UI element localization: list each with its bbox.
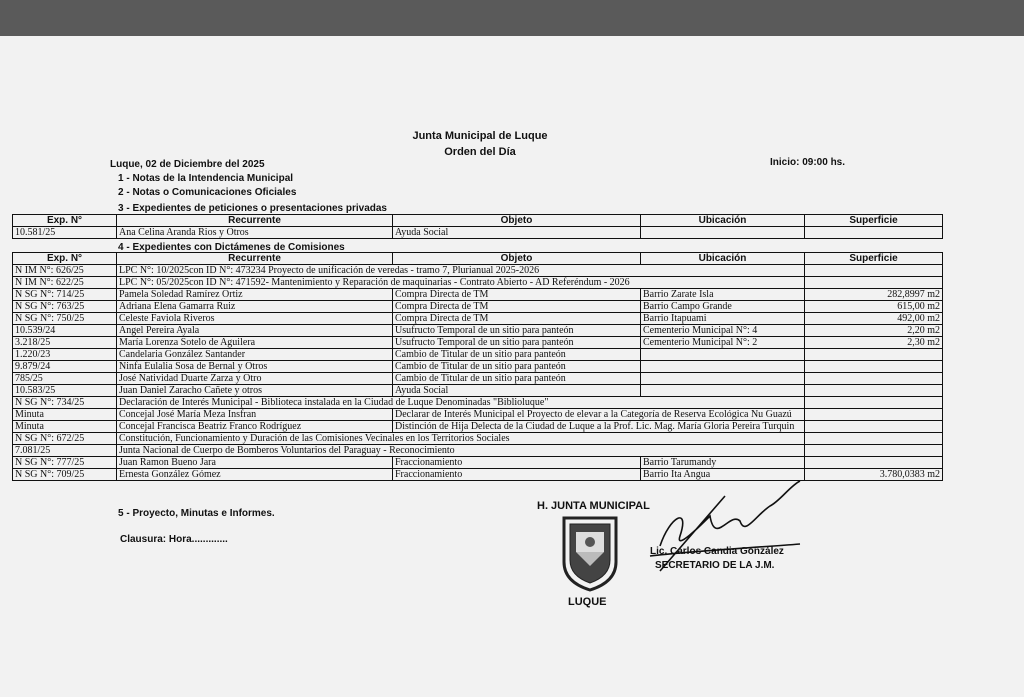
cell-recurrente: Concejal Francisca Beatriz Franco Rodríguez xyxy=(117,421,393,433)
cell-superficie: 282,8997 m2 xyxy=(805,289,943,301)
cell-exp: N SG N°: 672/25 xyxy=(13,433,117,445)
col-exp: Exp. N° xyxy=(13,253,117,265)
cell-superficie: 2,30 m2 xyxy=(805,337,943,349)
col-recurrente: Recurrente xyxy=(117,253,393,265)
cell-objeto: Usufructo Temporal de un sitio para panteón xyxy=(393,337,641,349)
cell-objeto: Fraccionamiento xyxy=(393,469,641,481)
cell-ubicacion xyxy=(641,227,805,239)
cell-superficie: 492,00 m2 xyxy=(805,313,943,325)
cell-exp: N SG N°: 709/25 xyxy=(13,469,117,481)
cell-ubicacion: Cementerio Municipal N°: 2 xyxy=(641,337,805,349)
table-row xyxy=(13,445,943,457)
cell-exp: 9.879/24 xyxy=(13,361,117,373)
table-row xyxy=(13,325,943,337)
col-ubicacion: Ubicación xyxy=(641,215,805,227)
col-objeto: Objeto xyxy=(393,215,641,227)
cell-wide-description: Junta Nacional de Cuerpo de Bomberos Voluntarios del Paraguay - Reconocimiento xyxy=(117,445,805,457)
col-exp: Exp. N° xyxy=(13,215,117,227)
cell-superficie: 615,00 m2 xyxy=(805,301,943,313)
col-recurrente: Recurrente xyxy=(117,215,393,227)
col-ubicacion: Ubicación xyxy=(641,253,805,265)
municipal-seal-icon xyxy=(560,514,620,592)
cell-superficie: 2,20 m2 xyxy=(805,325,943,337)
signatory-role: SECRETARIO DE LA J.M. xyxy=(655,560,775,571)
document-page xyxy=(0,36,1024,697)
cell-ubicacion xyxy=(641,385,805,397)
cell-superficie xyxy=(805,373,943,385)
cell-exp: N IM N°: 626/25 xyxy=(13,265,117,277)
cell-ubicacion xyxy=(641,349,805,361)
cell-objeto: Cambio de Titular de un sitio para panteón xyxy=(393,349,641,361)
cell-objeto: Ayuda Social xyxy=(393,385,641,397)
table-row xyxy=(13,349,943,361)
cell-wide-description: LPC N°: 05/2025con ID N°: 471592- Mantenimiento y Reparación de maquinarias - Contrato Abierto - AD Referéndum - 2026 xyxy=(117,277,805,289)
cell-exp: Minuta xyxy=(13,409,117,421)
cell-superficie xyxy=(805,227,943,239)
table-row xyxy=(13,433,943,445)
cell-recurrente: Ana Celina Aranda Rios y Otros xyxy=(117,227,393,239)
cell-objeto: Compra Directa de TM xyxy=(393,289,641,301)
cell-objeto: Declarar de Interés Municipal el Proyecto de elevar a la Categoría de Reserva Ecológica Nu Guazú xyxy=(393,409,805,421)
cell-superficie: 3.780,0383 m2 xyxy=(805,469,943,481)
section-3-heading: 3 - Expedientes de peticiones o presentaciones privadas xyxy=(118,203,387,214)
cell-superficie xyxy=(805,277,943,289)
cell-objeto: Ayuda Social xyxy=(393,227,641,239)
cell-exp: N SG N°: 734/25 xyxy=(13,397,117,409)
cell-superficie xyxy=(805,397,943,409)
cell-objeto: Cambio de Titular de un sitio para panteón xyxy=(393,361,641,373)
cell-ubicacion: Barrio Itapuami xyxy=(641,313,805,325)
cell-exp: 1.220/23 xyxy=(13,349,117,361)
cell-recurrente: Celeste Faviola Riveros xyxy=(117,313,393,325)
cell-exp: 10.539/24 xyxy=(13,325,117,337)
cell-recurrente: Juan Ramon Bueno Jara xyxy=(117,457,393,469)
table-row xyxy=(13,265,943,277)
cell-objeto: Compra Directa de TM xyxy=(393,301,641,313)
cell-recurrente: Ernesta González Gómez xyxy=(117,469,393,481)
table-header-row xyxy=(13,253,943,265)
signatory-name: Lic. Carlos Candia González xyxy=(650,546,784,557)
table-row xyxy=(13,227,943,239)
cell-recurrente: Ninfa Eulalia Sosa de Bernal y Otros xyxy=(117,361,393,373)
cell-superficie xyxy=(805,457,943,469)
section-1-heading: 1 - Notas de la Intendencia Municipal xyxy=(118,173,294,184)
cell-ubicacion: Barrio Tarumandy xyxy=(641,457,805,469)
stamp-header: H. JUNTA MUNICIPAL xyxy=(537,500,650,512)
cell-recurrente: María Lorenza Sotelo de Aguilera xyxy=(117,337,393,349)
cell-exp: N SG N°: 750/25 xyxy=(13,313,117,325)
cell-ubicacion: Barrio Ita Angua xyxy=(641,469,805,481)
document-subtitle: Orden del Día xyxy=(444,146,516,158)
table-row xyxy=(13,313,943,325)
stamp-footer: LUQUE xyxy=(568,596,607,608)
cell-recurrente: Juan Daniel Zaracho Cañete y otros xyxy=(117,385,393,397)
cell-ubicacion xyxy=(641,361,805,373)
cell-exp: 10.583/25 xyxy=(13,385,117,397)
document-title: Junta Municipal de Luque xyxy=(412,130,548,142)
cell-exp: N SG N°: 763/25 xyxy=(13,301,117,313)
table-header-row xyxy=(13,215,943,227)
table-row xyxy=(13,301,943,313)
cell-objeto: Usufructo Temporal de un sitio para panteón xyxy=(393,325,641,337)
cell-superficie xyxy=(805,265,943,277)
cell-superficie xyxy=(805,445,943,457)
cell-ubicacion: Barrio Zarate Isla xyxy=(641,289,805,301)
cell-superficie xyxy=(805,385,943,397)
cell-objeto: Distinción de Hija Delecta de la Ciudad de Luque a la Prof. Lic. Mag. María Gloria Pereira Turquin xyxy=(393,421,805,433)
document-date: Luque, 02 de Diciembre del 2025 xyxy=(110,159,265,170)
cell-exp: N SG N°: 777/25 xyxy=(13,457,117,469)
table-row xyxy=(13,373,943,385)
cell-objeto: Compra Directa de TM xyxy=(393,313,641,325)
table-row xyxy=(13,457,943,469)
col-superficie: Superficie xyxy=(805,215,943,227)
table-row xyxy=(13,337,943,349)
cell-superficie xyxy=(805,361,943,373)
cell-exp: N SG N°: 714/25 xyxy=(13,289,117,301)
cell-recurrente: Concejal José María Meza Insfran xyxy=(117,409,393,421)
cell-recurrente: Angel Pereira Ayala xyxy=(117,325,393,337)
table-row xyxy=(13,409,943,421)
start-time: Inicio: 09:00 hs. xyxy=(770,157,846,168)
cell-wide-description: LPC N°: 10/2025con ID N°: 473234 Proyecto de unificación de veredas - tramo 7, Plurianual 2025-2026 xyxy=(117,265,805,277)
table-row xyxy=(13,385,943,397)
cell-ubicacion: Barrio Campo Grande xyxy=(641,301,805,313)
col-objeto: Objeto xyxy=(393,253,641,265)
cell-exp: 3.218/25 xyxy=(13,337,117,349)
cell-ubicacion: Cementerio Municipal N°: 4 xyxy=(641,325,805,337)
cell-wide-description: Declaración de Interés Municipal - Biblioteca instalada en la Ciudad de Luque Denominadas "Biblioluque" xyxy=(117,397,805,409)
section-5-heading: 5 - Proyecto, Minutas e Informes. xyxy=(118,508,275,519)
cell-recurrente: Pamela Soledad Ramírez Ortiz xyxy=(117,289,393,301)
section-4-heading: 4 - Expedientes con Dictámenes de Comisiones xyxy=(118,242,345,253)
section-3-table xyxy=(12,214,943,239)
table-row xyxy=(13,397,943,409)
cell-wide-description: Constitución, Funcionamiento y Duración de las Comisiones Vecinales en los Territorios Sociales xyxy=(117,433,805,445)
closing-time: Clausura: Hora............. xyxy=(120,534,228,545)
col-superficie: Superficie xyxy=(805,253,943,265)
table-row xyxy=(13,289,943,301)
table-row xyxy=(13,361,943,373)
cell-superficie xyxy=(805,433,943,445)
cell-ubicacion xyxy=(641,373,805,385)
cell-superficie xyxy=(805,421,943,433)
section-4-table xyxy=(12,252,943,481)
cell-recurrente: José Natividad Duarte Zarza y Otro xyxy=(117,373,393,385)
table-row xyxy=(13,421,943,433)
cell-objeto: Fraccionamiento xyxy=(393,457,641,469)
table-row xyxy=(13,277,943,289)
cell-objeto: Cambio de Titular de un sitio para panteón xyxy=(393,373,641,385)
cell-exp: 7.081/25 xyxy=(13,445,117,457)
cell-exp: 785/25 xyxy=(13,373,117,385)
cell-recurrente: Adriana Elena Gamarra Ruiz xyxy=(117,301,393,313)
cell-exp: 10.581/25 xyxy=(13,227,117,239)
section-2-heading: 2 - Notas o Comunicaciones Oficiales xyxy=(118,187,297,198)
cell-recurrente: Candelaria González Santander xyxy=(117,349,393,361)
cell-superficie xyxy=(805,349,943,361)
cell-exp: N IM N°: 622/25 xyxy=(13,277,117,289)
cell-exp: Minuta xyxy=(13,421,117,433)
cell-superficie xyxy=(805,409,943,421)
